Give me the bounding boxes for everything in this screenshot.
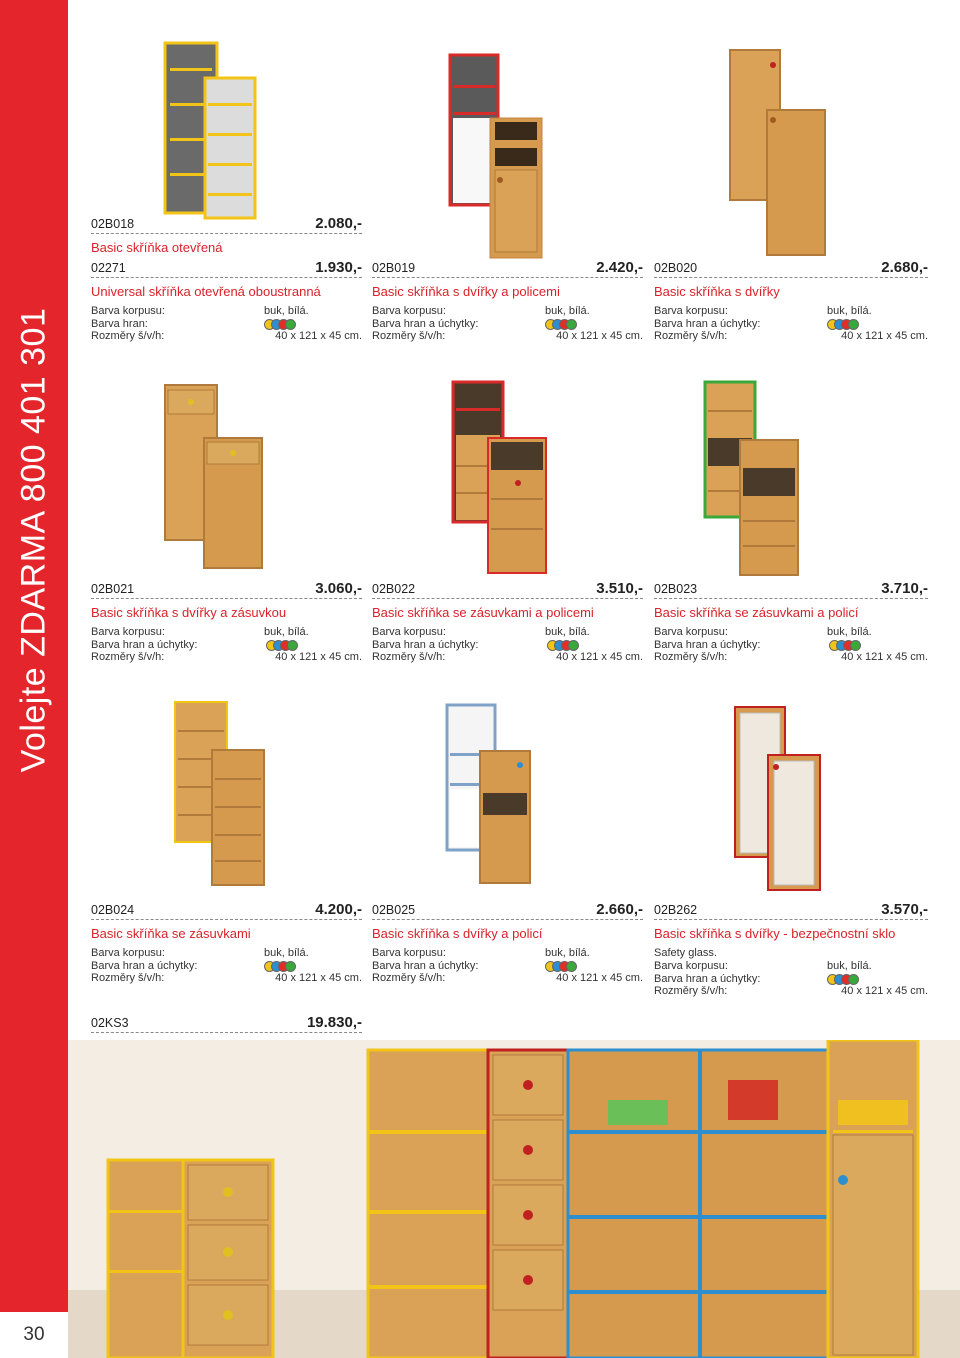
spec-edge-handle: Barva hran a úchytky: (372, 639, 643, 652)
color-dots-icon (545, 961, 579, 972)
product-code: 02271 (91, 261, 126, 275)
product-code-row (372, 581, 643, 599)
product-price: 3.510,- (596, 580, 643, 597)
spec-body-color: Barva korpusu: buk, bílá. (372, 626, 590, 638)
spec-edge-handle: Barva hran a úchytky: (654, 317, 761, 330)
product-02B022 (372, 581, 643, 664)
color-dots-icon (264, 319, 298, 330)
product-code-row (91, 1015, 362, 1033)
product-02B020 (654, 260, 928, 343)
product-name: Basic skříňka s dvířky - bezpečnostní sklo (654, 926, 896, 941)
spec-body-color: Barva korpusu: buk, bílá. (654, 305, 872, 317)
product-price: 2.680,- (881, 259, 928, 276)
product-code: 02B021 (91, 582, 135, 596)
product-name: Basic skříňka otevřená (91, 240, 223, 255)
color-dots-icon (827, 319, 861, 330)
product-name: Basic skříňka s dvířky (654, 284, 780, 299)
product-code-row (91, 902, 362, 920)
cabinet-photo-02B018-02271 (160, 38, 260, 223)
product-price: 19.830,- (306, 1014, 362, 1031)
cabinet-photo-02B025 (442, 703, 542, 888)
spec-edge-handle: Barva hran a úchytky: (654, 973, 928, 986)
product-name: Basic skříňka se zásuvkami a policemi (372, 605, 594, 620)
product-price: 2.420,- (596, 259, 643, 276)
product-code: 02B023 (654, 582, 698, 596)
spec-dimensions: Rozměry š/v/h: 40 x 121 x 45 cm. (372, 330, 643, 343)
product-price: 3.570,- (881, 901, 928, 918)
product-code: 02B019 (372, 261, 416, 275)
product-note: Safety glass. (654, 947, 717, 959)
product-code: 02B262 (654, 903, 698, 917)
product-02B018 (91, 216, 362, 261)
spec-body-color: Barva korpusu: buk, bílá. (91, 626, 309, 638)
product-02B023 (654, 581, 928, 664)
room-photo-set (68, 1040, 960, 1358)
page-number: 30 (0, 1312, 68, 1358)
color-dots-icon (264, 961, 298, 972)
product-name: Basic skříňka s dvířky a policí (372, 926, 543, 941)
product-02B021 (91, 581, 362, 664)
color-dots-icon (829, 640, 863, 651)
product-code-row (372, 260, 643, 278)
product-price: 2.080,- (315, 215, 362, 232)
product-02B024 (91, 902, 362, 985)
product-name: Basic skříňka se zásuvkami (91, 926, 251, 941)
spec-edge-handle: Barva hran a úchytky: (91, 639, 362, 652)
product-02B019 (372, 260, 643, 343)
color-dots-icon (266, 640, 300, 651)
spec-dimensions: Rozměry š/v/h: 40 x 121 x 45 cm. (654, 330, 928, 343)
product-code: 02B025 (372, 903, 416, 917)
cabinet-photo-02B019 (445, 50, 545, 260)
spec-edge-handle: Barva hran a úchytky: (372, 960, 643, 973)
product-name: Universal skříňka otevřená oboustranná (91, 284, 321, 299)
spec-body-color: Barva korpusu: buk, bílá. (91, 947, 309, 959)
cabinet-photo-02B262 (730, 705, 830, 895)
side-banner (0, 0, 68, 1358)
spec-edge-handle: Barva hran a úchytky: (91, 960, 362, 973)
side-banner-text: Volejte ZDARMA 800 401 301 (14, 307, 53, 773)
spec-edge-color: Barva hran: (91, 318, 362, 331)
spec-body-color: Barva korpusu: buk, bílá. (654, 960, 872, 972)
product-price: 4.200,- (315, 901, 362, 918)
color-dots-icon (545, 319, 579, 330)
spec-dimensions: Rozměry š/v/h: 40 x 121 x 45 cm. (91, 330, 362, 342)
spec-edge-handle: Barva hran a úchytky: (372, 317, 479, 330)
product-code: 02KS3 (91, 1016, 129, 1030)
product-code-row (654, 260, 928, 278)
spec-dimensions: Rozměry š/v/h: 40 x 121 x 45 cm. (91, 651, 362, 663)
cabinet-photo-02B021 (160, 380, 270, 575)
spec-body-color: Barva korpusu: buk, bílá. (372, 947, 590, 959)
product-name: Basic skříňka s dvířky a zásuvkou (91, 605, 287, 620)
product-02B025 (372, 902, 643, 985)
product-code-row (91, 581, 362, 599)
spec-dimensions: Rozměry š/v/h: 40 x 121 x 45 cm. (654, 651, 928, 663)
product-code-row (372, 902, 643, 920)
product-02B262 (654, 902, 928, 998)
product-code-row (654, 902, 928, 920)
product-price: 2.660,- (596, 901, 643, 918)
color-dots-icon (827, 974, 861, 985)
product-code-row (654, 581, 928, 599)
product-code: 02B024 (91, 903, 135, 917)
product-code: 02B020 (654, 261, 698, 275)
product-code-row (91, 216, 362, 234)
spec-body-color: Barva korpusu: buk, bílá. (372, 305, 590, 317)
product-name: Basic skříňka s dvířky a policemi (372, 284, 560, 299)
cabinet-photo-02B022 (448, 380, 553, 580)
spec-dimensions: Rozměry š/v/h: 40 x 121 x 45 cm. (372, 972, 643, 984)
spec-dimensions: Rozměry š/v/h: 40 x 121 x 45 cm. (654, 985, 928, 997)
spec-edge-handle: Barva hran a úchytky: (654, 639, 928, 652)
cabinet-photo-02B024 (170, 700, 270, 890)
product-price: 1.930,- (315, 259, 362, 276)
product-price: 3.710,- (881, 580, 928, 597)
product-price: 3.060,- (315, 580, 362, 597)
product-02271 (91, 260, 362, 343)
spec-dimensions: Rozměry š/v/h: 40 x 121 x 45 cm. (91, 972, 362, 984)
cabinet-photo-02B023 (700, 380, 805, 580)
product-code: 02B022 (372, 582, 416, 596)
spec-body-color: Barva korpusu: buk, bílá. (91, 305, 309, 317)
spec-dimensions: Rozměry š/v/h: 40 x 121 x 45 cm. (372, 651, 643, 663)
color-dots-icon (547, 640, 581, 651)
product-code: 02B018 (91, 217, 135, 231)
product-name: Basic skříňka se zásuvkami a policí (654, 605, 859, 620)
product-code-row (91, 260, 362, 278)
cabinet-photo-02B020 (725, 45, 835, 260)
spec-body-color: Barva korpusu: buk, bílá. (654, 626, 872, 638)
